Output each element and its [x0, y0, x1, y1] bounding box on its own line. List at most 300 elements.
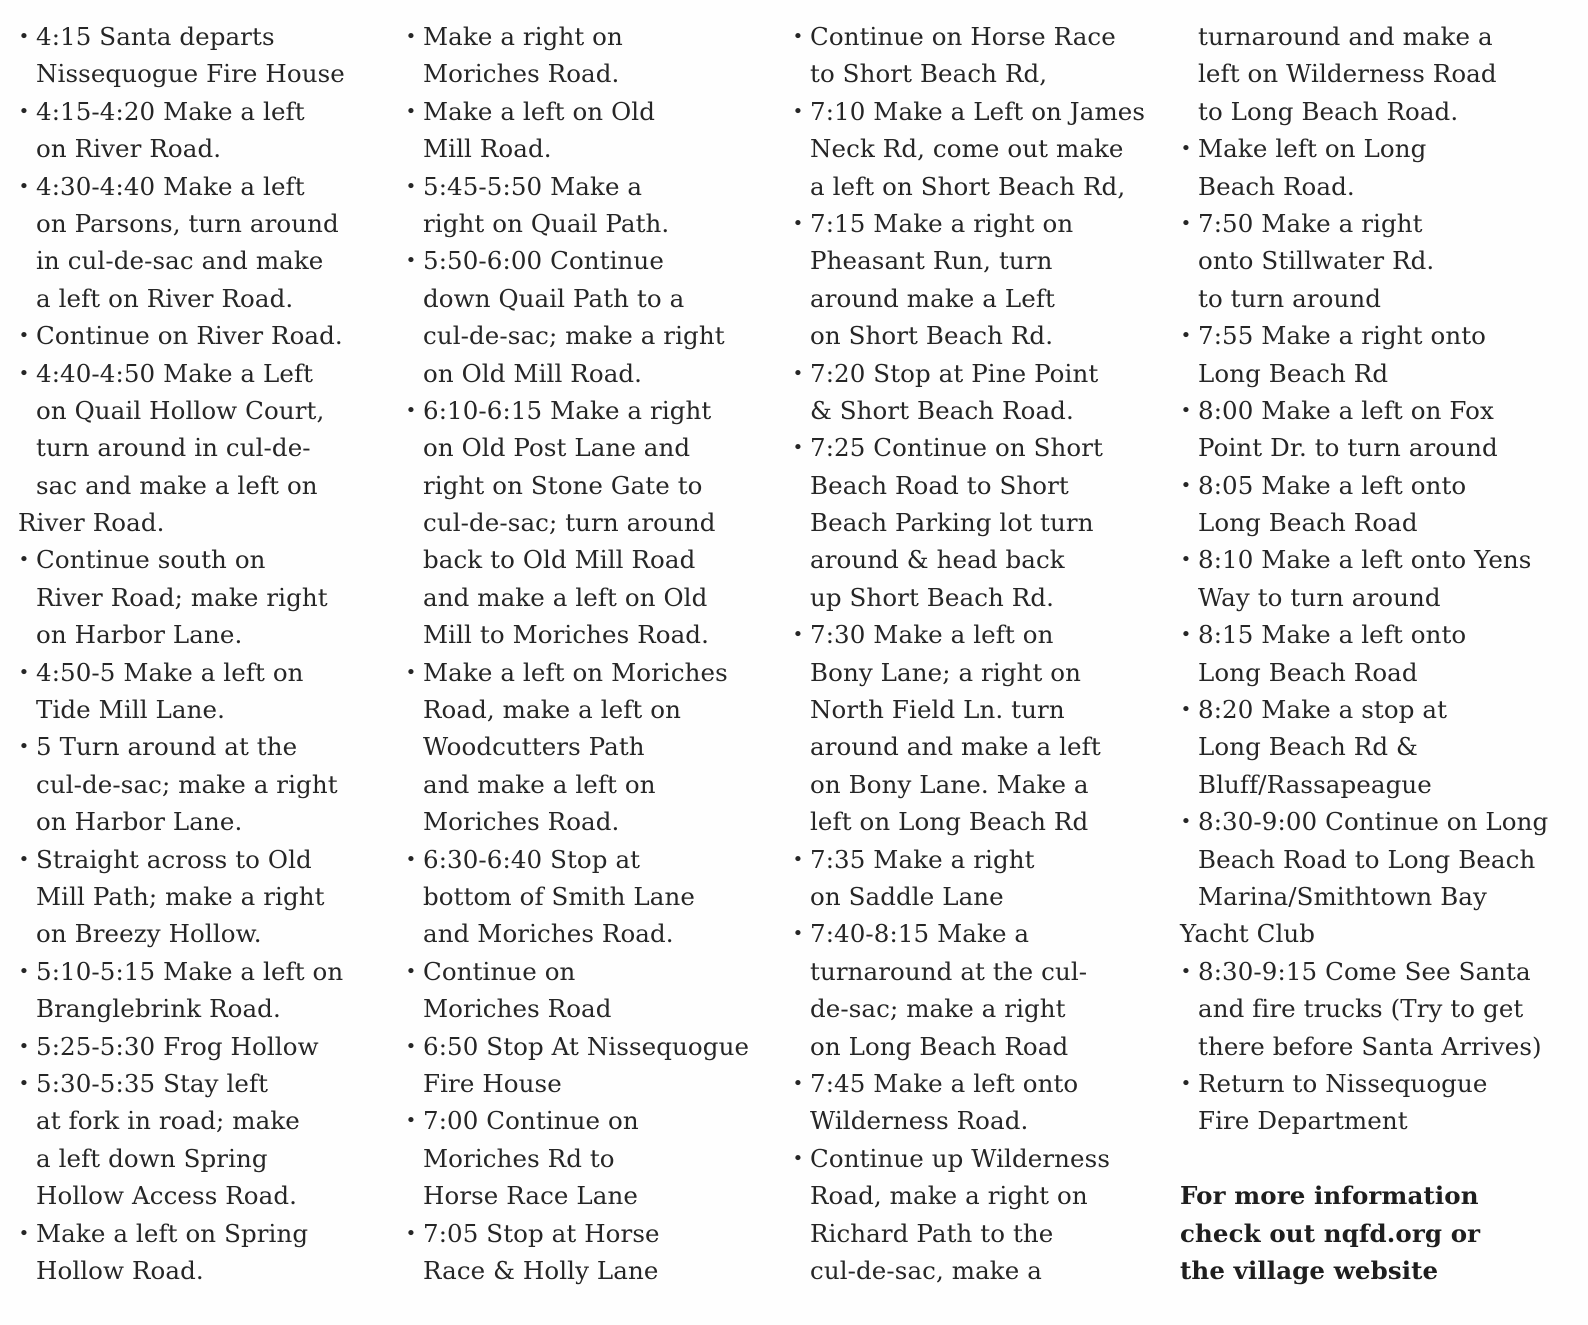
schedule-text: bottom of Smith Lane: [423, 881, 695, 911]
bullet-icon: •: [405, 399, 417, 421]
schedule-item: [1180, 541, 1570, 578]
schedule-item-continuation: [405, 130, 777, 167]
bullet-icon: •: [792, 624, 804, 646]
more-information-note: [1180, 1177, 1570, 1289]
schedule-text: 4:40-4:50 Make a Left: [36, 358, 314, 388]
bullet-icon: •: [18, 362, 30, 384]
schedule-text: River Road; make right: [36, 582, 328, 612]
schedule-item-continuation: [405, 915, 777, 952]
schedule-item: [792, 205, 1164, 242]
bullet-icon: •: [18, 26, 30, 47]
schedule-item: [1180, 691, 1570, 728]
schedule-text: Mill Path; make a right: [36, 881, 325, 911]
schedule-item: [792, 841, 1164, 878]
bullet-icon: •: [405, 661, 417, 683]
schedule-text: Long Beach Rd: [1198, 358, 1389, 388]
schedule-text: on River Road.: [36, 134, 222, 164]
bullet-icon: •: [792, 1072, 804, 1094]
schedule-text: Bony Lane; a right on: [810, 657, 1082, 687]
schedule-text: River Road.: [18, 508, 165, 538]
schedule-item-continuation: [1180, 841, 1570, 878]
schedule-text: 4:50-5 Make a left on: [36, 657, 304, 687]
schedule-item: [1180, 803, 1570, 840]
schedule-text: Long Beach Rd &: [1198, 732, 1418, 762]
schedule-item-continuation: [792, 280, 1164, 317]
schedule-item: [1180, 392, 1570, 429]
schedule-item: [18, 841, 390, 878]
bullet-icon: •: [792, 212, 804, 234]
schedule-item: [792, 1065, 1164, 1102]
schedule-item-continuation: [405, 616, 777, 653]
schedule-text: on Quail Hollow Court,: [36, 395, 325, 425]
schedule-item: [18, 1065, 390, 1102]
schedule-text: 7:20 Stop at Pine Point: [810, 358, 1099, 388]
bullet-icon: •: [1180, 811, 1192, 833]
schedule-item-continuation: [792, 242, 1164, 279]
schedule-text: 8:00 Make a left on Fox: [1198, 395, 1494, 425]
schedule-text: a left down Spring: [36, 1143, 268, 1173]
schedule-text: on Harbor Lane.: [36, 807, 243, 837]
schedule-item: [1180, 1065, 1570, 1102]
bullet-icon: •: [792, 26, 804, 47]
schedule-item-continuation: [792, 1177, 1164, 1214]
schedule-item-continuation: [18, 990, 390, 1027]
schedule-text: Hollow Access Road.: [36, 1181, 298, 1211]
schedule-text: cul-de-sac, make a: [810, 1255, 1042, 1285]
schedule-item-continuation: [792, 878, 1164, 915]
schedule-column-2: [405, 18, 777, 1289]
schedule-text: 4:30-4:40 Make a left: [36, 171, 305, 201]
schedule-text: Beach Road to Long Beach: [1198, 844, 1536, 874]
schedule-text: a left on Short Beach Rd,: [810, 171, 1126, 201]
schedule-item-continuation: [792, 579, 1164, 616]
schedule-column-4: [1180, 18, 1570, 1289]
schedule-text: 6:10-6:15 Make a right: [423, 395, 712, 425]
schedule-text: Continue on Horse Race: [810, 22, 1116, 51]
schedule-item: [18, 1028, 390, 1065]
schedule-item-continuation: [18, 504, 390, 541]
bullet-icon: •: [405, 1222, 417, 1244]
schedule-item: [792, 18, 1164, 55]
schedule-text: back to Old Mill Road: [423, 545, 696, 575]
schedule-text: 7:05 Stop at Horse: [423, 1218, 660, 1248]
bullet-icon: •: [1180, 549, 1192, 571]
schedule-item-continuation: [18, 242, 390, 279]
schedule-text: Fire Department: [1198, 1106, 1408, 1136]
schedule-text: 7:15 Make a right on: [810, 208, 1074, 238]
schedule-text: there before Santa Arrives): [1198, 1031, 1542, 1061]
schedule-text: in cul-de-sac and make: [36, 246, 324, 276]
schedule-text: up Short Beach Rd.: [810, 582, 1055, 612]
schedule-text: 6:30-6:40 Stop at: [423, 844, 641, 874]
schedule-item: [405, 242, 777, 279]
schedule-text: Make a left on Moriches: [423, 657, 728, 687]
schedule-text: Moriches Road.: [423, 807, 620, 837]
schedule-text: Make a left on Old: [423, 96, 655, 126]
schedule-text: Make a right on: [423, 22, 623, 51]
schedule-item-continuation: [18, 1177, 390, 1214]
schedule-item-continuation: [1180, 579, 1570, 616]
schedule-text: Long Beach Road: [1198, 657, 1418, 687]
schedule-item-continuation: [18, 280, 390, 317]
schedule-text: 7:30 Make a left on: [810, 620, 1054, 650]
schedule-item: [792, 429, 1164, 466]
schedule-item-continuation: [18, 467, 390, 504]
bullet-icon: •: [792, 1147, 804, 1169]
schedule-item: [1180, 317, 1570, 354]
bullet-icon: •: [405, 1110, 417, 1132]
schedule-text: Moriches Road.: [423, 59, 620, 89]
schedule-item-continuation: [405, 579, 777, 616]
bullet-icon: •: [18, 736, 30, 758]
schedule-item-continuation: [18, 205, 390, 242]
schedule-item-continuation: [18, 878, 390, 915]
schedule-text: 7:00 Continue on: [423, 1106, 639, 1136]
schedule-text: Yacht Club: [1180, 919, 1316, 949]
bullet-icon: •: [18, 1222, 30, 1244]
schedule-item-continuation: [1180, 93, 1570, 130]
schedule-text: & Short Beach Road.: [810, 395, 1074, 425]
schedule-item: [792, 93, 1164, 130]
schedule-text: Richard Path to the: [810, 1218, 1054, 1248]
schedule-item-continuation: [405, 1065, 777, 1102]
schedule-item-continuation: [792, 766, 1164, 803]
schedule-item: [792, 1140, 1164, 1177]
schedule-item-continuation: [792, 392, 1164, 429]
bullet-icon: •: [792, 100, 804, 122]
bullet-icon: •: [1180, 1072, 1192, 1094]
schedule-item-continuation: [405, 803, 777, 840]
schedule-text: cul-de-sac; make a right: [36, 769, 338, 799]
schedule-text: on Saddle Lane: [810, 881, 1004, 911]
schedule-item-continuation: [1180, 1102, 1570, 1139]
schedule-text: Mill to Moriches Road.: [423, 620, 709, 650]
schedule-text: North Field Ln. turn: [810, 695, 1065, 725]
info-line: For more information: [1180, 1181, 1479, 1211]
schedule-text: Beach Parking lot turn: [810, 508, 1094, 538]
schedule-text: 7:35 Make a right: [810, 844, 1035, 874]
schedule-item-continuation: [405, 355, 777, 392]
bullet-icon: •: [792, 923, 804, 945]
schedule-item-continuation: [18, 691, 390, 728]
schedule-item-continuation: [18, 616, 390, 653]
bullet-icon: •: [405, 100, 417, 122]
schedule-item-continuation: [1180, 766, 1570, 803]
schedule-text: 7:40-8:15 Make a: [810, 919, 1030, 949]
schedule-text: Bluff/Rassapeague: [1198, 769, 1432, 799]
schedule-item: [1180, 953, 1570, 990]
schedule-item-continuation: [18, 1140, 390, 1177]
schedule-text: a left on River Road.: [36, 283, 294, 313]
schedule-text: 8:20 Make a stop at: [1198, 695, 1448, 725]
schedule-item-continuation: [792, 504, 1164, 541]
schedule-item-continuation: [792, 1215, 1164, 1252]
schedule-text: Hollow Road.: [36, 1255, 204, 1285]
schedule-text: 5:25-5:30 Frog Hollow: [36, 1031, 319, 1061]
schedule-text: 8:05 Make a left onto: [1198, 470, 1467, 500]
schedule-item-continuation: [792, 1028, 1164, 1065]
schedule-item-continuation: [1180, 915, 1570, 952]
schedule-text: Branglebrink Road.: [36, 994, 281, 1024]
bullet-icon: •: [405, 250, 417, 272]
schedule-text: on Bony Lane. Make a: [810, 769, 1089, 799]
bullet-icon: •: [792, 437, 804, 459]
schedule-text: and Moriches Road.: [423, 919, 674, 949]
schedule-text: left on Long Beach Rd: [810, 807, 1089, 837]
schedule-item: [18, 355, 390, 392]
info-line: check out nqfd.org or: [1180, 1218, 1481, 1248]
schedule-item-continuation: [405, 691, 777, 728]
schedule-text: on Parsons, turn around: [36, 208, 339, 238]
schedule-text: cul-de-sac; make a right: [423, 321, 725, 351]
schedule-item: [405, 18, 777, 55]
bullet-icon: •: [405, 175, 417, 197]
schedule-text: Road, make a left on: [423, 695, 681, 725]
schedule-text: Make a left on Spring: [36, 1218, 309, 1248]
schedule-text: at fork in road; make: [36, 1106, 300, 1136]
schedule-item-continuation: [405, 504, 777, 541]
schedule-item-continuation: [792, 541, 1164, 578]
schedule-item-continuation: [1180, 18, 1570, 55]
bullet-icon: •: [18, 549, 30, 571]
bullet-icon: •: [18, 1072, 30, 1094]
schedule-item: [405, 841, 777, 878]
schedule-item: [1180, 616, 1570, 653]
schedule-text: 7:45 Make a left onto: [810, 1068, 1079, 1098]
schedule-text: sac and make a left on: [36, 470, 318, 500]
schedule-item: [18, 168, 390, 205]
bullet-icon: •: [405, 1035, 417, 1057]
schedule-text: turn around in cul-de-: [36, 433, 311, 463]
bullet-icon: •: [1180, 474, 1192, 496]
schedule-text: Tide Mill Lane.: [36, 695, 225, 725]
schedule-text: 5:45-5:50 Make a: [423, 171, 643, 201]
schedule-item-continuation: [405, 55, 777, 92]
schedule-item-continuation: [18, 55, 390, 92]
schedule-item: [18, 541, 390, 578]
schedule-item-continuation: [405, 429, 777, 466]
bullet-icon: •: [405, 960, 417, 982]
schedule-item: [405, 392, 777, 429]
schedule-item-continuation: [792, 130, 1164, 167]
schedule-item-continuation: [1180, 242, 1570, 279]
schedule-item-continuation: [405, 317, 777, 354]
schedule-item: [1180, 130, 1570, 167]
schedule-item-continuation: [792, 728, 1164, 765]
schedule-text: Wilderness Road.: [810, 1106, 1029, 1136]
schedule-column-1: [18, 18, 390, 1289]
bullet-icon: •: [1180, 325, 1192, 347]
schedule-text: Mill Road.: [423, 134, 552, 164]
schedule-text: Way to turn around: [1198, 582, 1441, 612]
schedule-text: Return to Nissequogue: [1198, 1068, 1488, 1098]
bullet-icon: •: [405, 26, 417, 47]
schedule-text: cul-de-sac; turn around: [423, 508, 716, 538]
schedule-text: Pheasant Run, turn: [810, 246, 1053, 276]
schedule-text: Nissequogue Fire House: [36, 59, 345, 89]
bullet-icon: •: [792, 362, 804, 384]
schedule-item-continuation: [1180, 168, 1570, 205]
bullet-icon: •: [405, 848, 417, 870]
schedule-item-continuation: [792, 55, 1164, 92]
schedule-item-continuation: [405, 728, 777, 765]
schedule-item-continuation: [1180, 1028, 1570, 1065]
schedule-text: on Short Beach Rd.: [810, 321, 1054, 351]
schedule-text: Horse Race Lane: [423, 1181, 638, 1211]
schedule-text: Marina/Smithtown Bay: [1198, 881, 1487, 911]
schedule-item: [405, 1102, 777, 1139]
schedule-text: turnaround and make a: [1198, 22, 1493, 51]
schedule-item-continuation: [18, 579, 390, 616]
schedule-item-continuation: [1180, 355, 1570, 392]
schedule-item-continuation: [18, 429, 390, 466]
schedule-item: [18, 1215, 390, 1252]
schedule-item-continuation: [18, 1102, 390, 1139]
schedule-text: de-sac; make a right: [810, 994, 1066, 1024]
schedule-item: [405, 1028, 777, 1065]
schedule-text: around make a Left: [810, 283, 1055, 313]
bullet-icon: •: [1180, 399, 1192, 421]
bullet-icon: •: [18, 175, 30, 197]
bullet-icon: •: [792, 848, 804, 870]
schedule-text: Moriches Rd to: [423, 1143, 615, 1173]
schedule-item: [18, 18, 390, 55]
schedule-item: [792, 616, 1164, 653]
schedule-item-continuation: [792, 990, 1164, 1027]
schedule-text: on Breezy Hollow.: [36, 919, 262, 949]
bullet-icon: •: [18, 960, 30, 982]
schedule-text: to Short Beach Rd,: [810, 59, 1048, 89]
schedule-text: Beach Road to Short: [810, 470, 1069, 500]
schedule-text: Continue on River Road.: [36, 321, 343, 351]
schedule-item-continuation: [1180, 55, 1570, 92]
schedule-text: around and make a left: [810, 732, 1101, 762]
schedule-item-continuation: [405, 1252, 777, 1289]
schedule-item-continuation: [1180, 654, 1570, 691]
schedule-item-continuation: [18, 130, 390, 167]
schedule-item: [405, 1215, 777, 1252]
spacer: [1180, 1140, 1570, 1177]
schedule-text: 5:50-6:00 Continue: [423, 246, 664, 276]
schedule-item-continuation: [405, 205, 777, 242]
schedule-text: and fire trucks (Try to get: [1198, 994, 1524, 1024]
schedule-text: Continue south on: [36, 545, 266, 575]
schedule-item-continuation: [792, 803, 1164, 840]
schedule-text: 4:15 Santa departs: [36, 22, 275, 51]
schedule-text: on Old Post Lane and: [423, 433, 691, 463]
schedule-text: 8:30-9:15 Come See Santa: [1198, 956, 1531, 986]
bullet-icon: •: [1180, 960, 1192, 982]
schedule-text: 7:25 Continue on Short: [810, 433, 1103, 463]
schedule-item-continuation: [1180, 504, 1570, 541]
schedule-item-continuation: [792, 691, 1164, 728]
schedule-text: down Quail Path to a: [423, 283, 685, 313]
schedule-text: right on Quail Path.: [423, 208, 670, 238]
bullet-icon: •: [1180, 624, 1192, 646]
schedule-text: Neck Rd, come out make: [810, 134, 1124, 164]
schedule-text: 8:15 Make a left onto: [1198, 620, 1467, 650]
schedule-item-continuation: [792, 654, 1164, 691]
bullet-icon: •: [18, 1035, 30, 1057]
schedule-item-continuation: [1180, 878, 1570, 915]
schedule-text: Road, make a right on: [810, 1181, 1088, 1211]
schedule-text: 5:30-5:35 Stay left: [36, 1068, 269, 1098]
bullet-icon: •: [18, 325, 30, 347]
schedule-item-continuation: [792, 168, 1164, 205]
bullet-icon: •: [1180, 212, 1192, 234]
schedule-item: [18, 953, 390, 990]
schedule-item-continuation: [405, 878, 777, 915]
info-line: the village website: [1180, 1255, 1439, 1285]
schedule-text: 7:50 Make a right: [1198, 208, 1423, 238]
schedule-item-continuation: [405, 1177, 777, 1214]
schedule-text: and make a left on Old: [423, 582, 708, 612]
schedule-text: Point Dr. to turn around: [1198, 433, 1498, 463]
schedule-text: Beach Road.: [1198, 171, 1355, 201]
bullet-icon: •: [18, 661, 30, 683]
schedule-item: [18, 654, 390, 691]
schedule-item: [405, 654, 777, 691]
schedule-text: Make left on Long: [1198, 134, 1427, 164]
schedule-text: on Old Mill Road.: [423, 358, 643, 388]
schedule-text: and make a left on: [423, 769, 656, 799]
schedule-item-continuation: [18, 1252, 390, 1289]
schedule-text: Continue up Wilderness: [810, 1143, 1110, 1173]
schedule-item: [792, 355, 1164, 392]
schedule-item-continuation: [1180, 429, 1570, 466]
schedule-item-continuation: [792, 317, 1164, 354]
schedule-item: [405, 168, 777, 205]
schedule-item-continuation: [18, 766, 390, 803]
schedule-text: Long Beach Road: [1198, 508, 1418, 538]
schedule-item-continuation: [405, 1140, 777, 1177]
schedule-item: [18, 93, 390, 130]
schedule-item: [405, 953, 777, 990]
schedule-text: Race & Holly Lane: [423, 1255, 659, 1285]
schedule-text: 8:10 Make a left onto Yens: [1198, 545, 1532, 575]
schedule-text: on Harbor Lane.: [36, 620, 243, 650]
schedule-text: Straight across to Old: [36, 844, 312, 874]
schedule-item: [1180, 467, 1570, 504]
bullet-icon: •: [1180, 138, 1192, 160]
schedule-text: turnaround at the cul-: [810, 956, 1088, 986]
schedule-item-continuation: [792, 467, 1164, 504]
bullet-icon: •: [18, 100, 30, 122]
schedule-item-continuation: [792, 953, 1164, 990]
schedule-text: Moriches Road: [423, 994, 612, 1024]
schedule-item-continuation: [18, 803, 390, 840]
schedule-item-continuation: [792, 1102, 1164, 1139]
schedule-text: around & head back: [810, 545, 1065, 575]
schedule-item-continuation: [18, 392, 390, 429]
schedule-item-continuation: [1180, 280, 1570, 317]
schedule-item: [792, 915, 1164, 952]
schedule-text: on Long Beach Road: [810, 1031, 1069, 1061]
schedule-text: right on Stone Gate to: [423, 470, 703, 500]
schedule-text: 5:10-5:15 Make a left on: [36, 956, 344, 986]
bullet-icon: •: [18, 848, 30, 870]
schedule-item-continuation: [1180, 728, 1570, 765]
schedule-text: 7:55 Make a right onto: [1198, 321, 1486, 351]
schedule-item-continuation: [405, 766, 777, 803]
schedule-text: 4:15-4:20 Make a left: [36, 96, 305, 126]
schedule-item-continuation: [405, 541, 777, 578]
schedule-text: onto Stillwater Rd.: [1198, 246, 1435, 276]
schedule-item-continuation: [1180, 990, 1570, 1027]
schedule-item: [18, 728, 390, 765]
schedule-item: [405, 93, 777, 130]
schedule-item-continuation: [405, 467, 777, 504]
